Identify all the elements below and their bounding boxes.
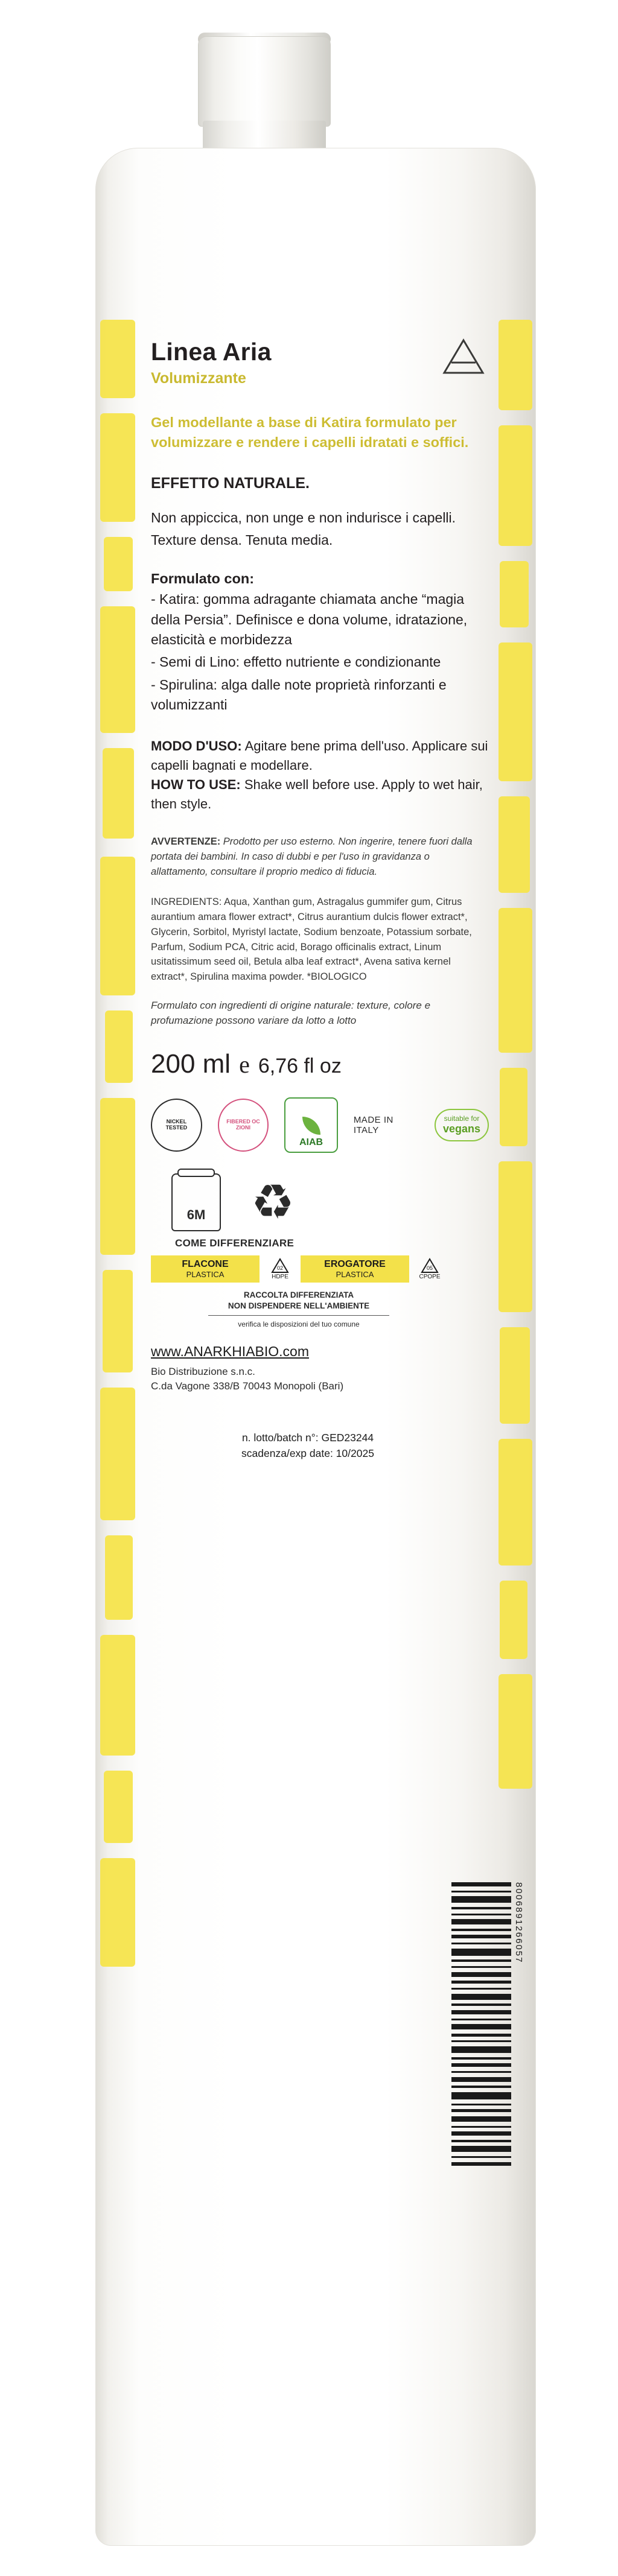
distributor-address: C.da Vagone 338/B 70043 Monopoli (Bari): [151, 1380, 344, 1392]
yellow-stroke-icon: [499, 1674, 532, 1789]
formulated-item: - Semi di Lino: effetto nutriente e condizionante: [151, 654, 441, 670]
material-erogatore-type: PLASTICA: [336, 1269, 374, 1279]
material-flacone-name: FLACONE: [182, 1258, 229, 1269]
material-erogatore-name: EROGATORE: [324, 1258, 386, 1269]
barcode: [451, 1882, 524, 2166]
yellow-stroke-icon: [100, 1098, 135, 1255]
yellow-stroke-icon: [100, 1388, 135, 1520]
formulated-item: - Spirulina: alga dalle note proprietà rinforzanti e volumizzanti: [151, 676, 447, 713]
certification-badges: [151, 1097, 489, 1153]
yellow-stroke-icon: [100, 320, 135, 398]
recycle-mobius-icon: ♻: [251, 1175, 295, 1229]
cruelty-free-line2: ZIONI: [235, 1124, 250, 1131]
formulated-with-title: Formulato con:: [151, 571, 255, 587]
usage-label-it: MODO D'USO:: [151, 738, 242, 754]
nickel-tested-line1: NICKEL: [166, 1118, 187, 1125]
yellow-stroke-icon: [499, 908, 532, 1053]
product-description: Gel modellante a base di Katira formulato per volumizzare e rendere i capelli idratati e soffici.: [151, 414, 469, 451]
batch-info: [151, 1430, 465, 1462]
expiry-date: scadenza/exp date: 10/2025: [241, 1447, 374, 1460]
cruelty-free-badge: [218, 1099, 269, 1152]
barcode-number: 8006891266057: [514, 1882, 524, 1964]
yellow-stroke-icon: [100, 413, 135, 522]
batch-number: n. lotto/batch n°: GED23244: [241, 1432, 374, 1444]
pao-label: 6M: [186, 1207, 206, 1222]
usage-instructions: [151, 737, 489, 814]
volume-line: [151, 1049, 489, 1079]
yellow-stroke-icon: [499, 642, 532, 781]
ingredients-list: INGREDIENTS: Aqua, Xanthan gum, Astragalus gummifer gum, Citrus aurantium amara flower extract*, Citrus aurantium dulcis flower extract*, Glycerin, Sorbitol, Myristyl lactate, Sodium benzoate, Potassium sorbate, Parfum, Sodium PCA, Citric acid, Borago officinalis extract, Linum usitatissimum seed oil, Betula alba leaf extract*, Avena sativa kernel extract*, Spirulina maxima powder. *BIOLOGICO: [151, 896, 472, 983]
cruelty-free-line1: FIBERED OC: [226, 1118, 260, 1125]
come-differenziare-title: COME DIFFERENZIARE: [175, 1237, 295, 1249]
material-breakdown: [151, 1255, 489, 1283]
website-link[interactable]: www.ANARKHIABIO.com: [151, 1344, 309, 1360]
yellow-stroke-icon: [104, 537, 133, 591]
svg-text:02: 02: [276, 1264, 284, 1271]
barcode-bars: [451, 1882, 511, 2166]
yellow-stroke-icon: [500, 1581, 527, 1659]
effect-body-1: Non appiccica, non unge e non indurisce i capelli.: [151, 509, 456, 525]
raccolta-differenziata-note: [151, 1290, 404, 1330]
product-bottle: [95, 36, 536, 2546]
material-flacone-code: [264, 1255, 296, 1283]
material-erogatore-code-label: CPOPE: [419, 1273, 441, 1280]
vegan-line1: suitable for: [444, 1114, 480, 1123]
recycling-symbols: [151, 1173, 489, 1231]
natural-ingredients-note: Formulato con ingredienti di origine naturale: texture, colore e profumazione possono variare da lotto a lotto: [151, 999, 431, 1027]
aiab-label: AIAB: [299, 1137, 323, 1147]
pao-lid-icon: [177, 1169, 215, 1177]
usage-text-en: Shake well before use. Apply to wet hair, then style.: [151, 777, 483, 812]
vegan-line2: vegans: [442, 1123, 481, 1135]
yellow-stroke-icon: [499, 320, 532, 410]
yellow-stroke-icon: [500, 561, 529, 627]
bottle-cap: [198, 36, 331, 127]
yellow-stroke-icon: [103, 1270, 133, 1372]
material-erogatore-code: [414, 1255, 445, 1283]
svg-text:05: 05: [426, 1264, 433, 1271]
material-flacone: [151, 1255, 260, 1283]
aiab-badge: [284, 1097, 338, 1153]
yellow-stroke-icon: [100, 606, 135, 733]
yellow-stroke-icon: [499, 1161, 532, 1312]
recycle-triangle-icon: [421, 1258, 439, 1274]
usage-text-it: Agitare bene prima dell'uso. Applicare sui capelli bagnati e modellare.: [151, 738, 488, 773]
brand-name: Linea Aria: [151, 338, 272, 366]
yellow-stroke-icon: [500, 1327, 530, 1424]
warning-label: AVVERTENZE:: [151, 836, 221, 848]
yellow-stroke-icon: [499, 1439, 532, 1566]
yellow-stroke-icon: [103, 748, 134, 839]
material-erogatore: [301, 1255, 409, 1283]
yellow-stroke-icon: [499, 796, 530, 893]
effect-heading: EFFETTO NATURALE.: [151, 474, 310, 492]
made-in-italy-badge: MADE IN ITALY: [353, 1114, 393, 1135]
formulated-item: - Katira: gomma adragante chiamata anche “magia della Persia”. Definisce e dona volume, idratazione, elasticità e morbidezza: [151, 591, 468, 648]
recycle-triangle-icon: [271, 1258, 289, 1274]
material-flacone-type: PLASTICA: [186, 1269, 225, 1279]
distributor-info: [151, 1365, 489, 1394]
period-after-opening-icon: [171, 1173, 221, 1231]
divider: [208, 1315, 389, 1316]
material-flacone-code-label: HDPE: [272, 1273, 288, 1280]
yellow-stroke-icon: [105, 1535, 133, 1620]
warning-body: Prodotto per uso esterno. Non ingerire, tenere fuori dalla portata dei bambini. In caso di dubbi e per l'uso in gravidanza o allattamento, consultare il proprio medico di fiducia.: [151, 836, 473, 877]
product-subtitle: Volumizzante: [151, 370, 246, 387]
yellow-stroke-icon: [104, 1771, 133, 1843]
yellow-stroke-icon: [100, 1858, 135, 1967]
vegan-badge: [435, 1109, 489, 1141]
volume-ml: 200 ml: [151, 1048, 231, 1079]
nickel-tested-line2: TESTED: [165, 1124, 188, 1131]
warning-text: [151, 834, 489, 879]
raccolta-line2: NON DISPENDERE NELL'AMBIENTE: [228, 1301, 370, 1310]
yellow-stroke-icon: [105, 1010, 133, 1083]
effect-body-2: Texture densa. Tenuta media.: [151, 532, 333, 548]
volume-floz: 6,76 fl oz: [258, 1054, 342, 1077]
raccolta-line1: RACCOLTA DIFFERENZIATA: [243, 1290, 354, 1299]
usage-label-en: HOW TO USE:: [151, 777, 241, 793]
yellow-stroke-icon: [100, 857, 135, 995]
product-label: [151, 338, 489, 1462]
e-mark-icon: e: [239, 1050, 250, 1078]
nickel-tested-badge: [151, 1099, 202, 1152]
yellow-stroke-icon: [100, 1635, 135, 1756]
yellow-stroke-icon: [499, 425, 532, 546]
raccolta-line3: verifica le disposizioni del tuo comune: [238, 1320, 360, 1329]
yellow-stroke-icon: [500, 1068, 527, 1146]
leaf-icon: [302, 1117, 320, 1135]
distributor-name: Bio Distribuzione s.n.c.: [151, 1366, 255, 1378]
